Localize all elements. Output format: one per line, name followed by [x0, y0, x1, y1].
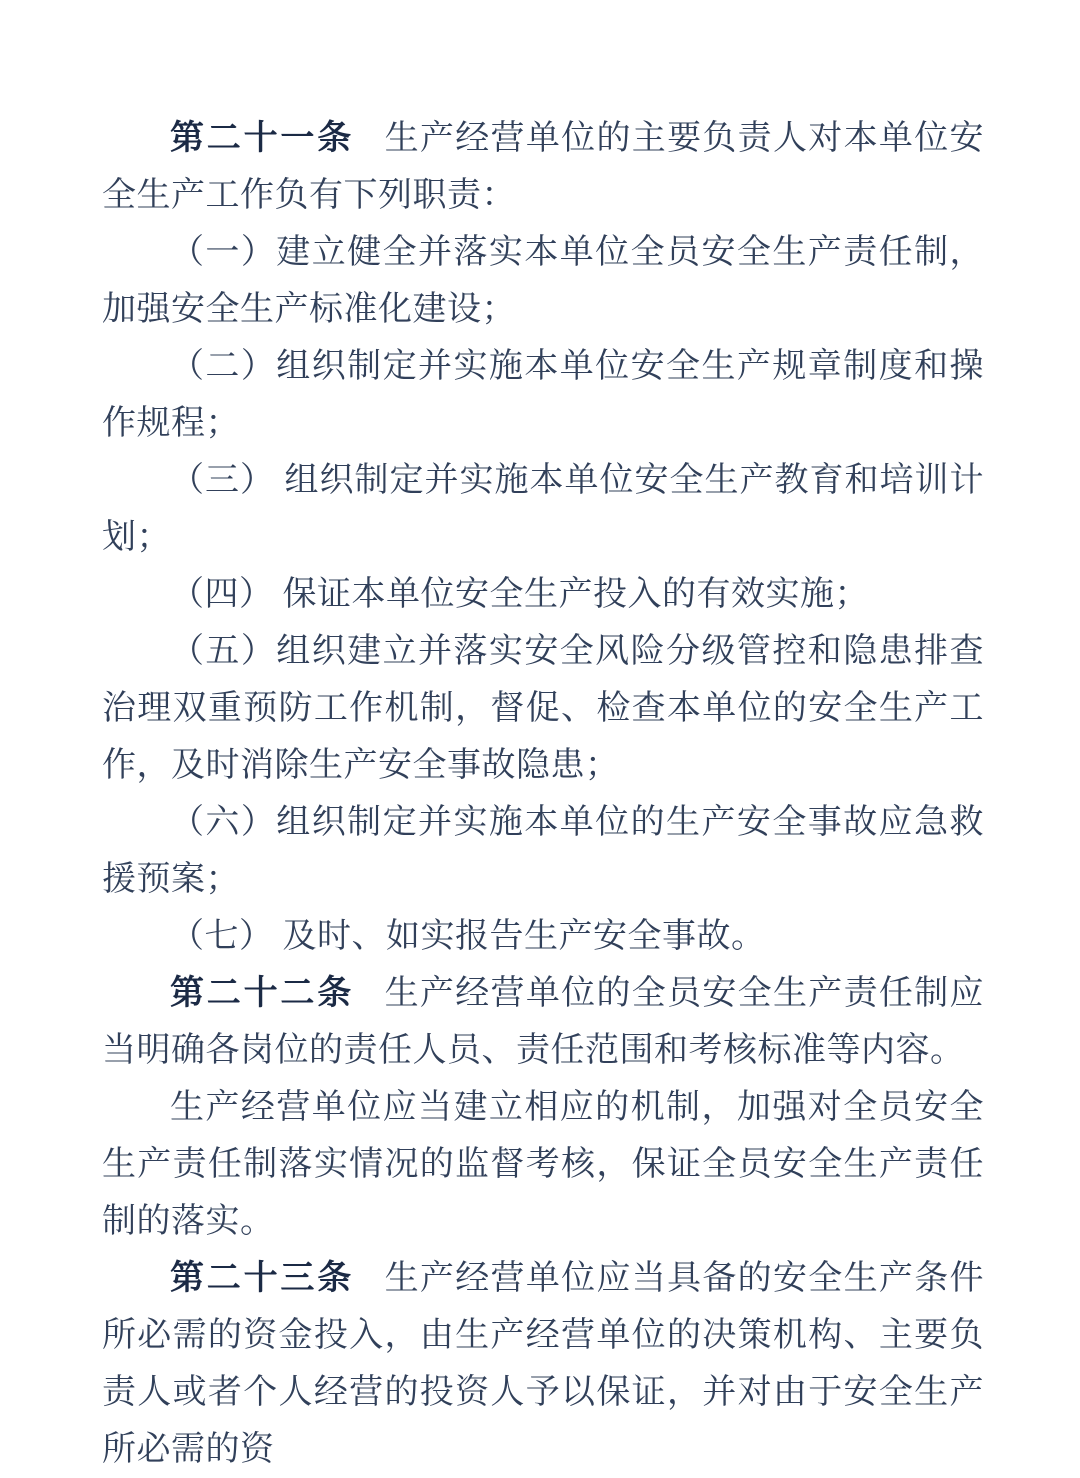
paragraph-text: （四） 保证本单位安全生产投入的有效实施； — [170, 576, 869, 613]
paragraph — [102, 338, 984, 452]
article-paragraph — [102, 110, 984, 224]
paragraph-text: （七） 及时、如实报告生产安全事故。 — [170, 918, 766, 955]
paragraph-text: 生产经营单位的主要负责人对本单位安全生产工作负有下列职责： — [102, 120, 985, 214]
paragraph — [102, 452, 984, 566]
paragraph — [102, 908, 984, 965]
paragraph-text: （五）组织建立并落实安全风险分级管控和隐患排查治理双重预防工作机制，督促、检查本单位的安全生产工作，及时消除生产安全事故隐患； — [102, 633, 984, 784]
paragraph-text: （二）组织制定并实施本单位安全生产规章制度和操作规程； — [102, 348, 984, 442]
article-number-label: 第二十三条 — [170, 1259, 355, 1297]
article-paragraph — [102, 1250, 984, 1478]
article-number-label: 第二十一条 — [170, 119, 355, 157]
paragraph-text: （一）建立健全并落实本单位全员安全生产责任制，加强安全生产标准化建设； — [102, 234, 984, 328]
paragraph — [102, 1079, 984, 1250]
paragraph-text: 生产经营单位的全员安全生产责任制应当明确各岗位的责任人员、责任范围和考核标准等内容。 — [102, 975, 985, 1069]
paragraph-text: 生产经营单位应当具备的安全生产条件所必需的资金投入，由生产经营单位的决策机构、主要负责人或者个人经营的投资人予以保证，并对由于安全生产所必需的资 — [102, 1260, 985, 1468]
paragraph-text: 生产经营单位应当建立相应的机制，加强对全员安全生产责任制落实情况的监督考核，保证全员安全生产责任制的落实。 — [102, 1089, 984, 1240]
paragraph-text: （六）组织制定并实施本单位的生产安全事故应急救援预案； — [102, 804, 984, 898]
paragraph — [102, 794, 984, 908]
paragraph-text: （三） 组织制定并实施本单位安全生产教育和培训计划； — [102, 462, 984, 556]
paragraph — [102, 224, 984, 338]
article-paragraph — [102, 965, 984, 1079]
paragraph — [102, 566, 984, 623]
paragraph — [102, 623, 984, 794]
article-number-label: 第二十二条 — [170, 974, 355, 1012]
document-body — [102, 110, 984, 1478]
